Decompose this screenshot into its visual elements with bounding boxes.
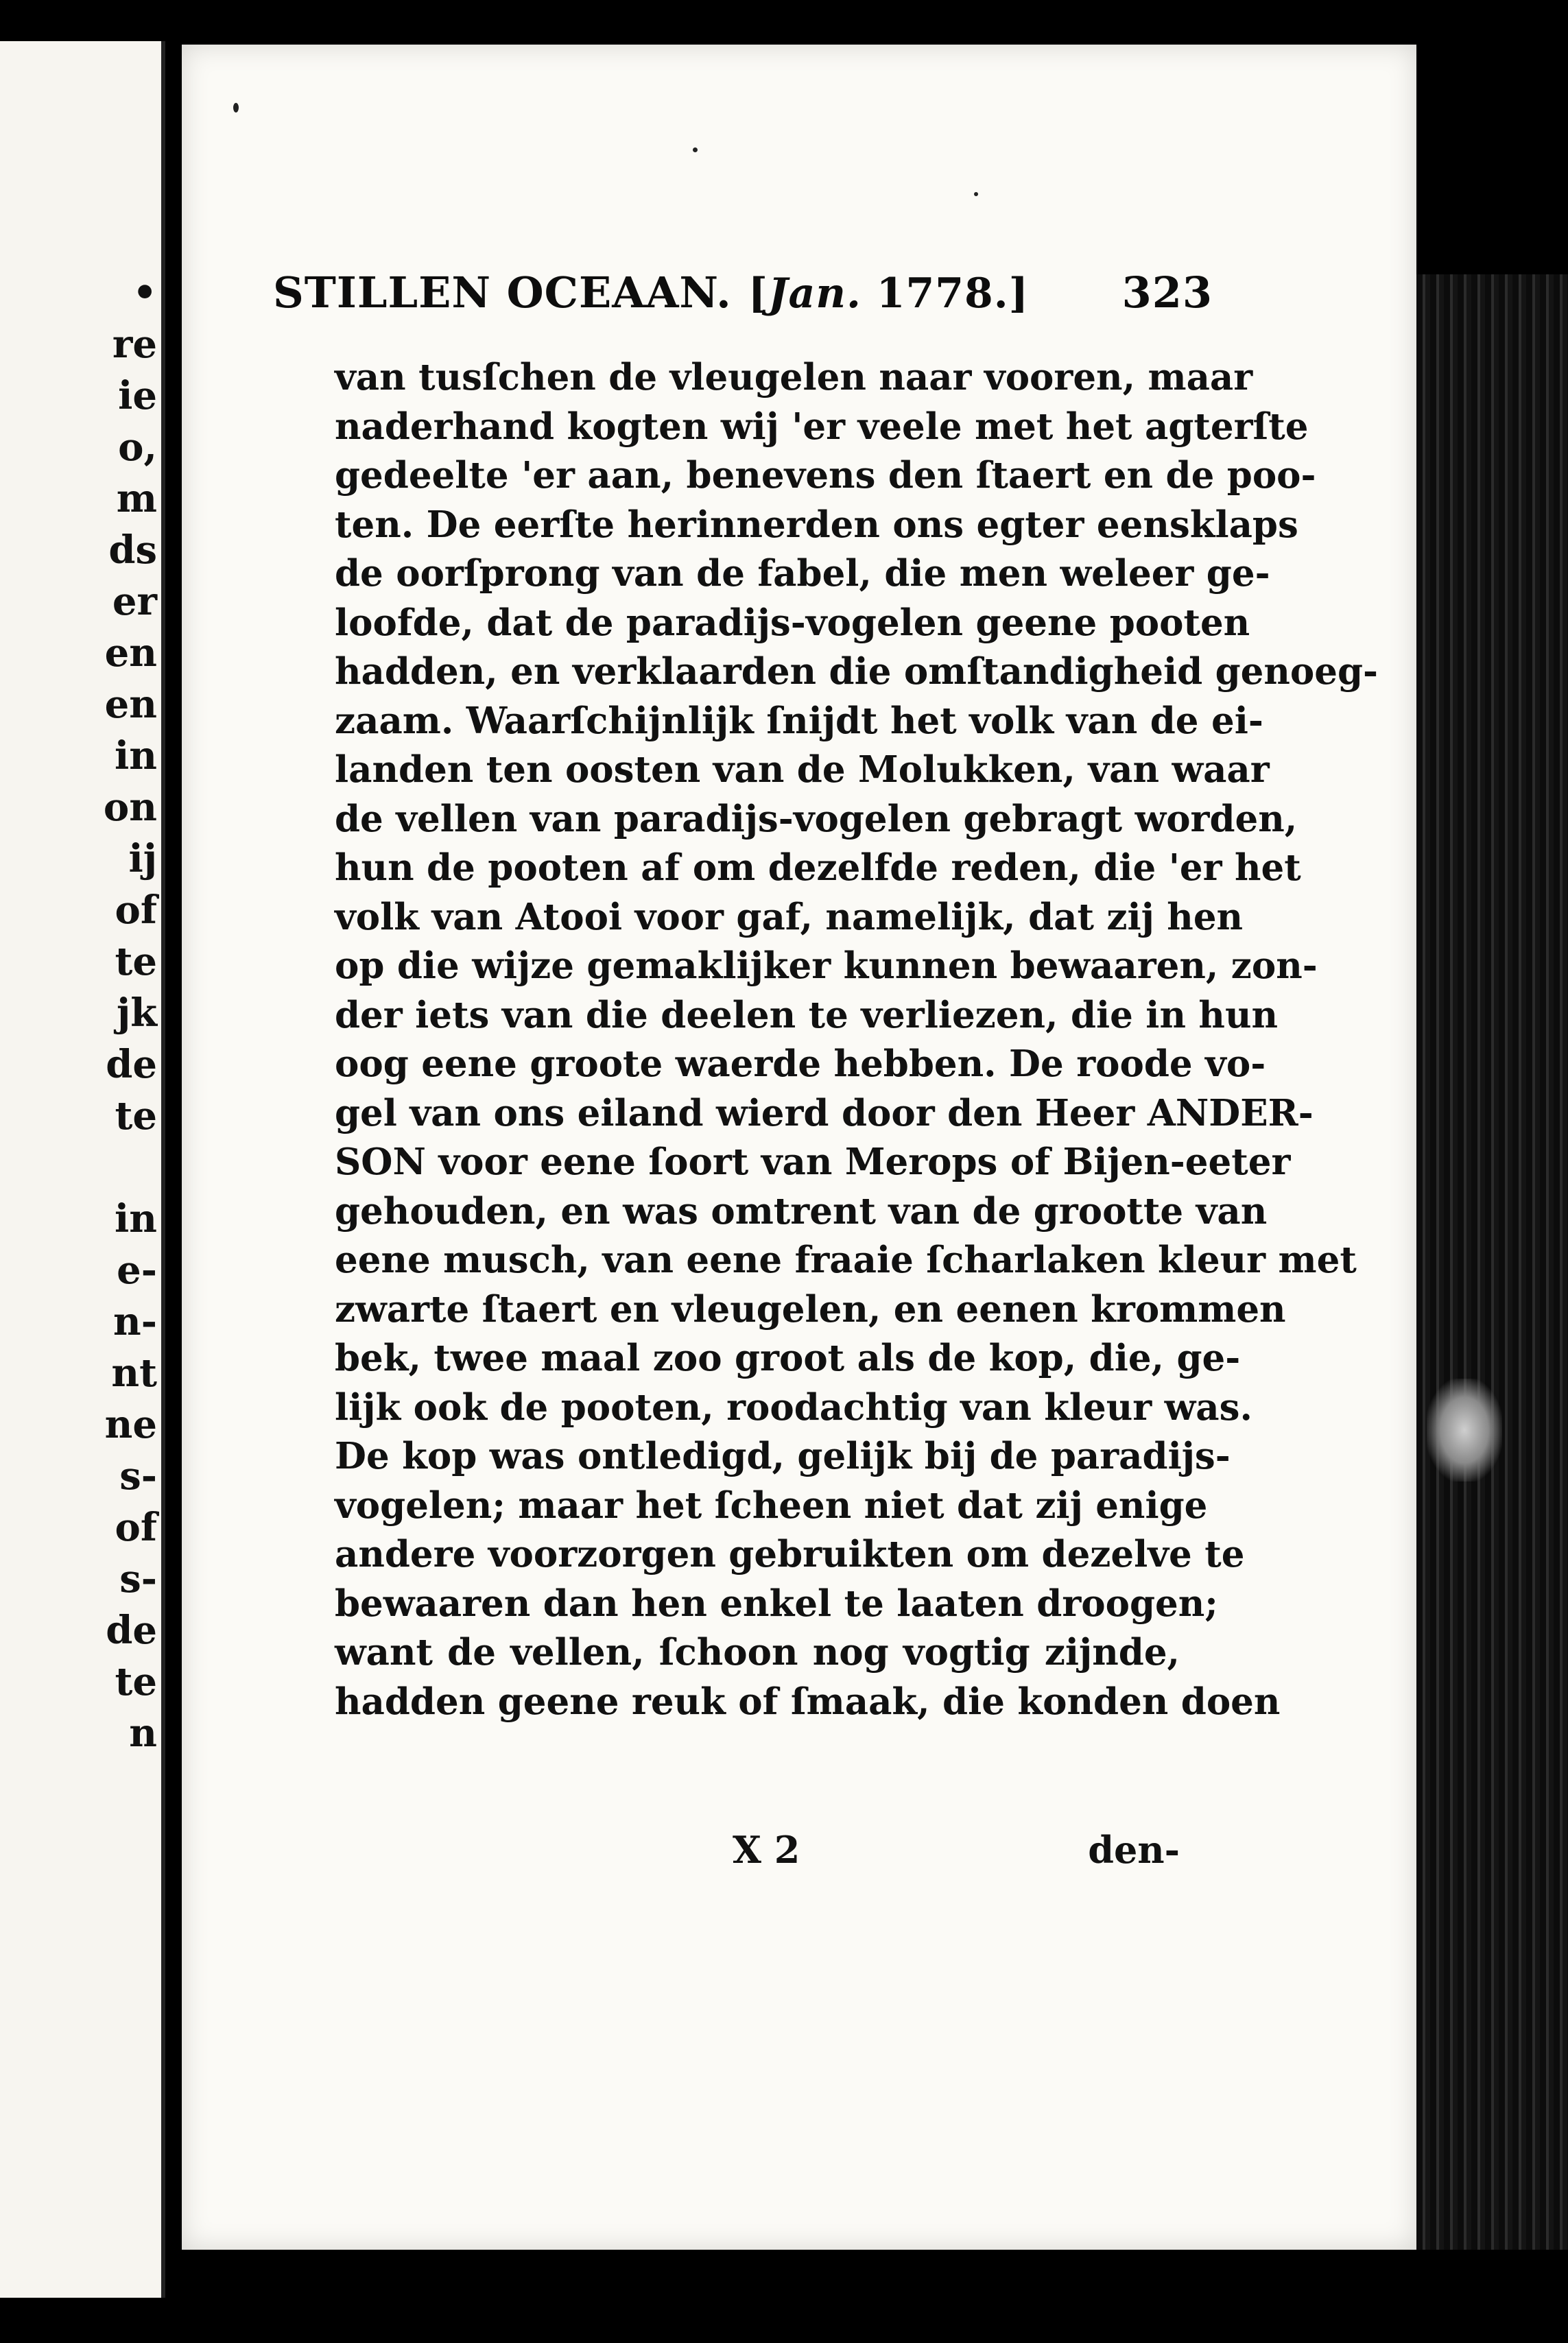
- text-line: volk van Atooi voor gaf, namelijk, dat zij hen: [335, 895, 1244, 938]
- previous-page-fragment: de: [106, 1608, 157, 1653]
- text-line: lijk ook de pooten, roodachtig van kleur was.: [335, 1385, 1252, 1429]
- previous-page-fragment: •: [132, 270, 157, 316]
- text-line: gel van ons eiland wierd door den Heer ANDER-: [335, 1091, 1314, 1134]
- text-line: de oorſprong van de fabel, die men weleer ge-: [335, 552, 1270, 595]
- text-line: hun de pooten af om dezelfde reden, die 'er het: [335, 846, 1301, 889]
- catchword: den-: [1088, 1828, 1180, 1872]
- previous-page-fragment: en: [104, 682, 157, 727]
- page-number: 323: [1121, 267, 1213, 318]
- date-year: 1778.]: [876, 270, 1030, 318]
- previous-page-fragment: re: [112, 322, 157, 367]
- signature-mark: X 2: [733, 1828, 800, 1872]
- paper-stain: [1427, 1379, 1502, 1482]
- previous-page-fragment: n-: [113, 1299, 157, 1344]
- previous-page-fragment: [144, 1142, 158, 1193]
- previous-page-fragment: m: [116, 476, 157, 521]
- previous-page-fragment: o,: [118, 425, 157, 470]
- text-line: bek, twee maal zoo groot als de kop, die, ge-: [335, 1337, 1241, 1379]
- text-line: zwarte ſtaert en vleugelen, en eenen krommen: [335, 1287, 1286, 1331]
- text-line: oog eene groote waerde hebben. De roode vo-: [335, 1043, 1266, 1085]
- previous-page-fragment: ne: [104, 1402, 157, 1447]
- previous-page-fragment: in: [115, 733, 157, 778]
- text-line: SON voor eene ſoort van Merops of Bijen-eeter: [335, 1141, 1291, 1183]
- ink-speck: [974, 192, 978, 196]
- previous-page-fragment: of: [115, 888, 157, 933]
- previous-page-fragment: n: [129, 1711, 157, 1756]
- previous-page-fragment: ie: [118, 373, 157, 418]
- previous-page-fragment: ds: [108, 527, 157, 573]
- previous-page-fragment: en: [104, 630, 157, 676]
- previous-page-fragment: te: [115, 939, 157, 984]
- text-line: bewaaren dan hen enkel te laaten droogen;: [335, 1582, 1218, 1625]
- page-footer: [335, 1828, 1180, 1883]
- text-line: der iets van die deelen te verliezen, die in hun: [335, 993, 1279, 1036]
- text-line: hadden, en verklaarden die omſtandigheid genoeg-: [335, 650, 1379, 693]
- text-line: loofde, dat de paradijs-vogelen geene pooten: [335, 601, 1250, 644]
- previous-page-fragment: te: [115, 1093, 157, 1139]
- previous-page-fragment: e-: [117, 1248, 157, 1293]
- text-line: naderhand kogten wij 'er veele met het agterſte: [335, 405, 1309, 448]
- previous-page-fragment: of: [115, 1505, 157, 1550]
- previous-page-fragment: ij: [128, 836, 157, 881]
- text-line: gedeelte 'er aan, benevens den ſtaert en de poo-: [335, 454, 1316, 497]
- previous-page-fragment: on: [103, 785, 157, 830]
- ink-speck: [233, 103, 239, 112]
- text-line: eene musch, van eene fraaie ſcharlaken kleur met: [335, 1239, 1357, 1281]
- text-line: De kop was ontledigd, gelijk bij de paradijs-: [335, 1435, 1231, 1477]
- previous-page-fragment: nt: [111, 1351, 157, 1396]
- previous-page-fragment: er: [112, 579, 157, 624]
- body-text: [335, 353, 1379, 1726]
- text-line: landen ten oosten van de Molukken, van waar: [335, 748, 1270, 791]
- previous-page-fragment: s-: [119, 1556, 157, 1602]
- running-header: [273, 267, 1213, 343]
- text-line: de vellen van paradijs-vogelen gebragt worden,: [335, 797, 1298, 840]
- previous-page-fragments: [104, 267, 157, 1759]
- text-line: andere voorzorgen gebruikten om dezelve te: [335, 1533, 1245, 1575]
- date-open: [: [748, 270, 769, 318]
- previous-page-fragment: s-: [119, 1453, 157, 1499]
- previous-page-edge: [0, 41, 165, 2298]
- ink-speck: [693, 147, 698, 152]
- text-line: want de vellen, ſchoon nog vogtig zijnde,: [335, 1631, 1180, 1674]
- previous-page-fragment: jk: [116, 990, 157, 1036]
- text-line: gehouden, en was omtrent van de grootte van: [335, 1189, 1268, 1233]
- date-month: Jan.: [768, 270, 862, 318]
- running-head-title: STILLEN OCEAAN.: [273, 267, 732, 318]
- text-line: hadden geene reuk of ſmaak, die konden doen: [335, 1680, 1281, 1723]
- text-line: van tusſchen de vleugelen naar vooren, maar: [335, 356, 1253, 399]
- previous-page-fragment: de: [106, 1042, 157, 1087]
- page-block-edge: [1416, 274, 1568, 2250]
- previous-page-fragment: in: [115, 1196, 157, 1241]
- text-line: ten. De eerſte herinnerden ons egter eensklaps: [335, 503, 1298, 546]
- previous-page-fragment: te: [115, 1659, 157, 1704]
- text-line: zaam. Waarſchijnlijk ſnijdt het volk van de ei-: [335, 699, 1263, 742]
- text-line: vogelen; maar het ſcheen niet dat zij enige: [335, 1484, 1208, 1527]
- text-line: op die wijze gemaklijker kunnen bewaaren, zon-: [335, 944, 1318, 987]
- date-bracket: [748, 270, 1029, 318]
